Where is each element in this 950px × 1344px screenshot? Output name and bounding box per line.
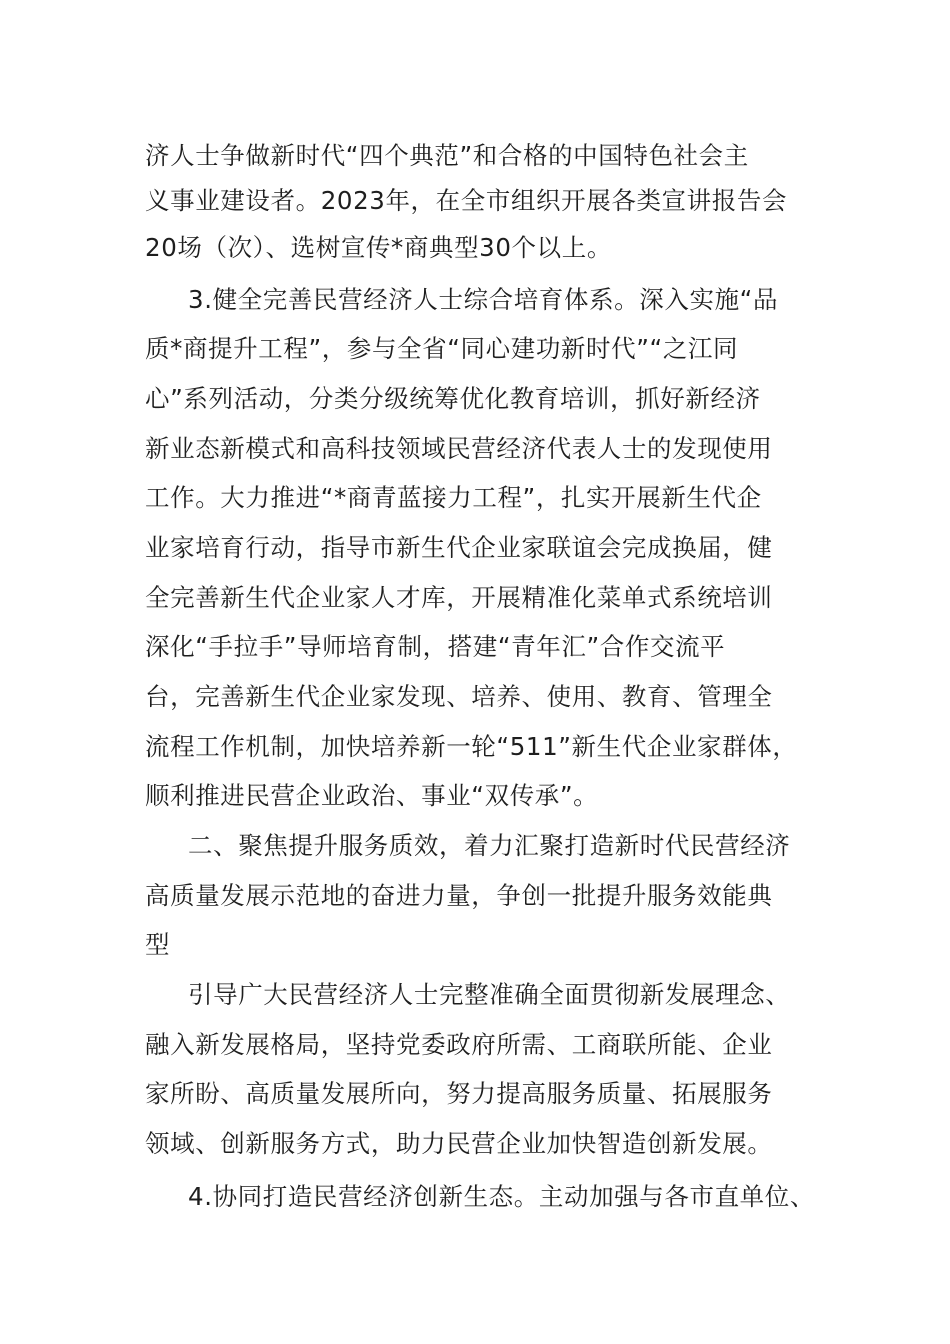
text-line: 20场（次）、选树宣传*商典型30个以上。 bbox=[145, 233, 612, 262]
text-line: 融入新发展格局，坚持党委政府所需、工商联所能、企业 bbox=[145, 1030, 773, 1059]
text-line: 顺利推进民营企业政治、事业“双传承”。 bbox=[145, 781, 599, 810]
text-line: 心”系列活动，分类分级统筹优化教育培训，抓好新经济 bbox=[145, 384, 761, 413]
text-line: 流程工作机制，加快培养新一轮“511”新生代企业家群体， bbox=[145, 732, 798, 761]
text-line: 全完善新生代企业家人才库，开展精准化菜单式系统培训 bbox=[145, 583, 773, 612]
text-line: 质*商提升工程”，参与全省“同心建功新时代”“之江同 bbox=[145, 334, 739, 363]
section-heading-2: 二、聚焦提升服务质效，着力汇聚打造新时代民营经济 bbox=[188, 831, 791, 860]
text-line: 台，完善新生代企业家发现、培养、使用、教育、管理全 bbox=[145, 682, 773, 711]
section-heading-3: 3.健全完善民营经济人士综合培育体系。深入实施“品 bbox=[188, 285, 779, 314]
text-line: 工作。大力推进“*商青蓝接力工程”，扎实开展新生代企 bbox=[145, 483, 762, 512]
text-line: 领域、创新服务方式，助力民营企业加快智造创新发展。 bbox=[145, 1129, 773, 1158]
text-line: 义事业建设者。2023年，在全市组织开展各类宣讲报告会 bbox=[145, 186, 788, 215]
section-heading-2-cont: 高质量发展示范地的奋进力量，争创一批提升服务效能典 bbox=[145, 881, 773, 910]
text-line: 家所盼、高质量发展所向，努力提高服务质量、拓展服务 bbox=[145, 1079, 773, 1108]
text-line: 业家培育行动，指导市新生代企业家联谊会完成换届，健 bbox=[145, 533, 773, 562]
section-heading-4: 4.协同打造民营经济创新生态。主动加强与各市直单位、 bbox=[188, 1182, 815, 1211]
text-line: 深化“手拉手”导师培育制，搭建“青年汇”合作交流平 bbox=[145, 632, 726, 661]
text-line: 新业态新模式和高科技领域民营经济代表人士的发现使用 bbox=[145, 434, 773, 463]
text-line: 济人士争做新时代“四个典范”和合格的中国特色社会主 bbox=[145, 141, 749, 170]
section-heading-2-cont: 型 bbox=[145, 930, 171, 959]
text-line: 引导广大民营经济人士完整准确全面贯彻新发展理念、 bbox=[188, 980, 791, 1009]
